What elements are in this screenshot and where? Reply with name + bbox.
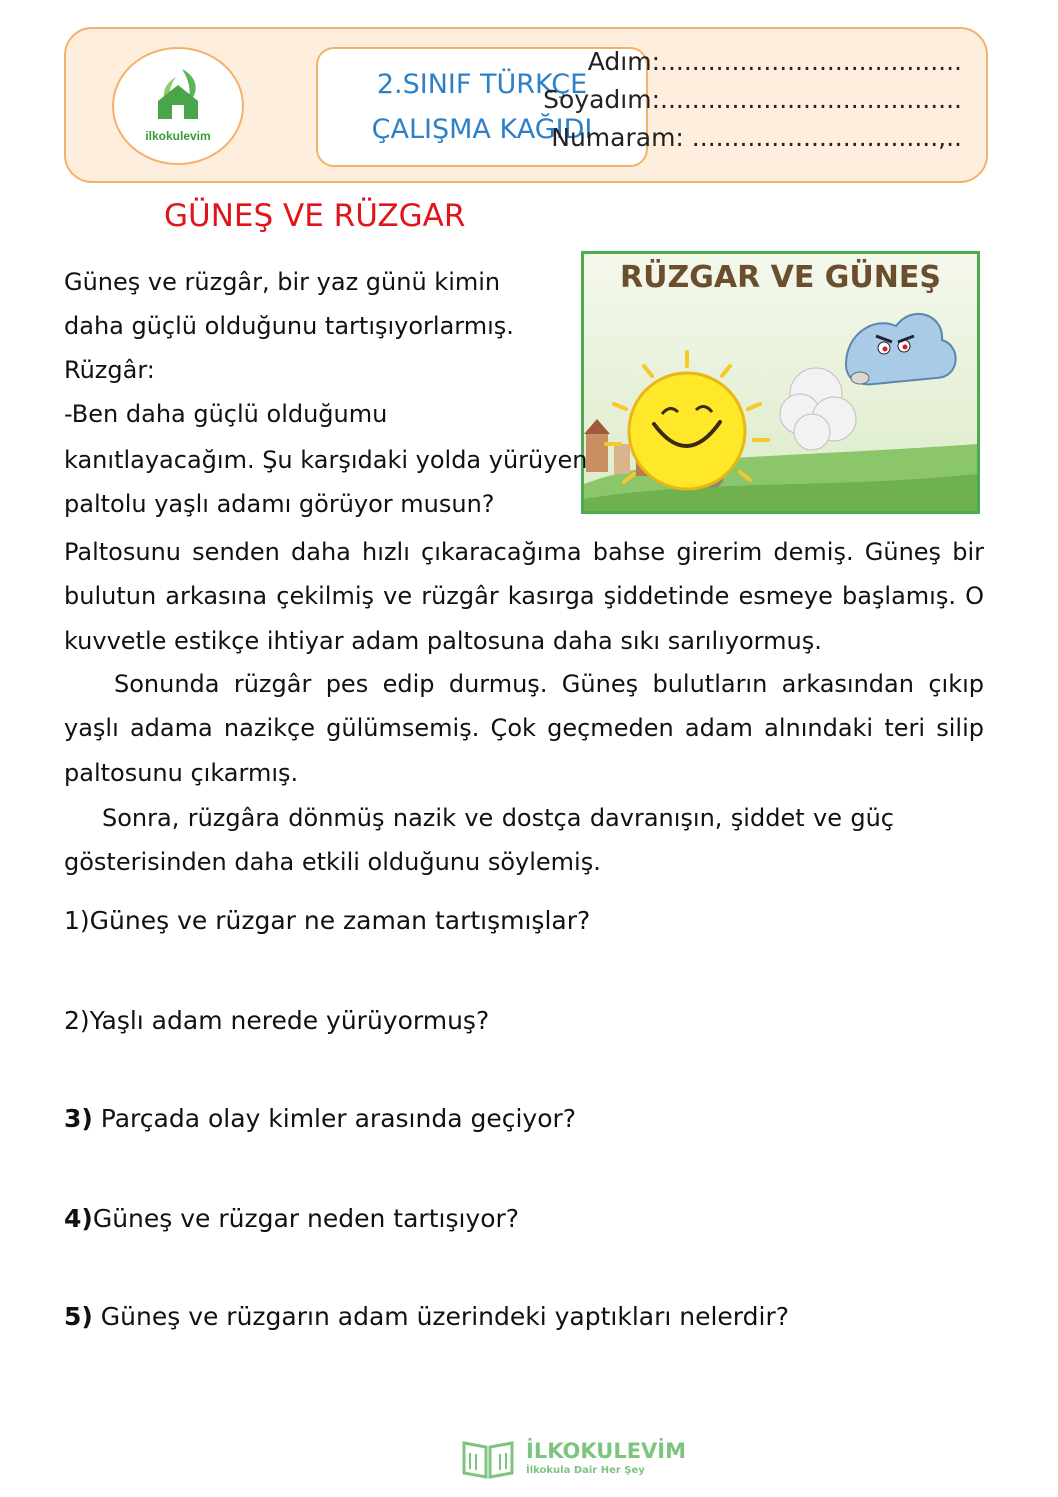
surname-field[interactable] bbox=[543, 81, 962, 119]
question-text: Güneş ve rüzgarın adam üzerindeki yaptıkları nelerdir? bbox=[92, 1302, 790, 1331]
question-number: 3) bbox=[64, 1104, 93, 1133]
number-label: Numaram: bbox=[551, 123, 684, 152]
question-number: 5) bbox=[64, 1302, 93, 1331]
worksheet-title-line2: ÇALIŞMA KAĞIDI bbox=[371, 114, 593, 145]
name-blank: ...................................... bbox=[660, 47, 962, 76]
question-5 bbox=[64, 1302, 789, 1331]
name-field[interactable] bbox=[543, 43, 962, 81]
story-paragraph: Sonra, rüzgâra dönmüş nazik ve dostça davranışın, şiddet ve güç gösterisinden daha etkili olduğunu söylemiş. bbox=[64, 804, 894, 877]
question-number: 2) bbox=[64, 1006, 90, 1035]
question-text: Güneş ve rüzgar ne zaman tartışmışlar? bbox=[89, 906, 591, 935]
house-leaf-icon bbox=[152, 67, 204, 127]
question-1 bbox=[64, 906, 590, 935]
question-4 bbox=[64, 1204, 519, 1233]
surname-label: Soyadım: bbox=[543, 85, 661, 114]
number-field[interactable] bbox=[543, 119, 962, 157]
story-paragraph: Paltosunu senden daha hızlı çıkaracağıma bahse girerim demiş. Güneş bir bulutun arkasına çekilmiş ve rüzgâr kasırga şiddetinde esmeye başlamış. O kuvvetle estikçe ihtiyar adam paltosuna daha sıkı sarılıyormuş. bbox=[64, 538, 984, 655]
story-line: daha güçlü olduğunu tartışıyorlarmış. bbox=[64, 312, 514, 340]
story-paragraph: Sonunda rüzgâr pes edip durmuş. Güneş bulutların arkasından çıkıp yaşlı adama nazikçe gülümsemiş. Çok geçmeden adam alnındaki teri silip paltosunu çıkarmış. bbox=[64, 670, 984, 787]
question-number: 1) bbox=[64, 906, 90, 935]
number-blank: ...............................,.. bbox=[683, 123, 962, 152]
story-title: GÜNEŞ VE RÜZGAR bbox=[164, 198, 466, 234]
story-line: kanıtlayacağım. Şu karşıdaki yolda yürüyen bbox=[64, 446, 588, 474]
school-logo bbox=[112, 47, 244, 165]
question-2 bbox=[64, 1006, 489, 1035]
story-line: paltolu yaşlı adamı görüyor musun? bbox=[64, 490, 495, 518]
story-line: Güneş ve rüzgâr, bir yaz günü kimin bbox=[64, 268, 501, 296]
question-3 bbox=[64, 1104, 576, 1133]
student-info bbox=[543, 43, 962, 157]
surname-blank: ...................................... bbox=[660, 85, 962, 114]
worksheet-title-line1: 2.SINIF TÜRKÇE bbox=[376, 69, 588, 100]
illustration-title: RÜZGAR VE GÜNEŞ bbox=[620, 260, 941, 295]
question-text: Yaşlı adam nerede yürüyormuş? bbox=[89, 1006, 490, 1035]
story-line: Rüzgâr: bbox=[64, 356, 155, 384]
footer-brand: İLKOKULEVİM bbox=[526, 1439, 687, 1463]
question-text: Güneş ve rüzgar neden tartışıyor? bbox=[92, 1204, 520, 1233]
footer-tagline: İlkokula Dair Her Şey bbox=[526, 1465, 645, 1476]
question-text: Parçada olay kimler arasında geçiyor? bbox=[92, 1104, 577, 1133]
name-label: Adım: bbox=[587, 47, 661, 76]
story-line: -Ben daha güçlü olduğumu bbox=[64, 400, 388, 428]
story-illustration bbox=[581, 251, 980, 514]
footer-logo bbox=[460, 1437, 687, 1483]
open-book-icon bbox=[460, 1437, 516, 1481]
question-number: 4) bbox=[64, 1204, 93, 1233]
logo-text: ilkokulevim bbox=[145, 129, 211, 143]
header-box bbox=[64, 27, 988, 183]
